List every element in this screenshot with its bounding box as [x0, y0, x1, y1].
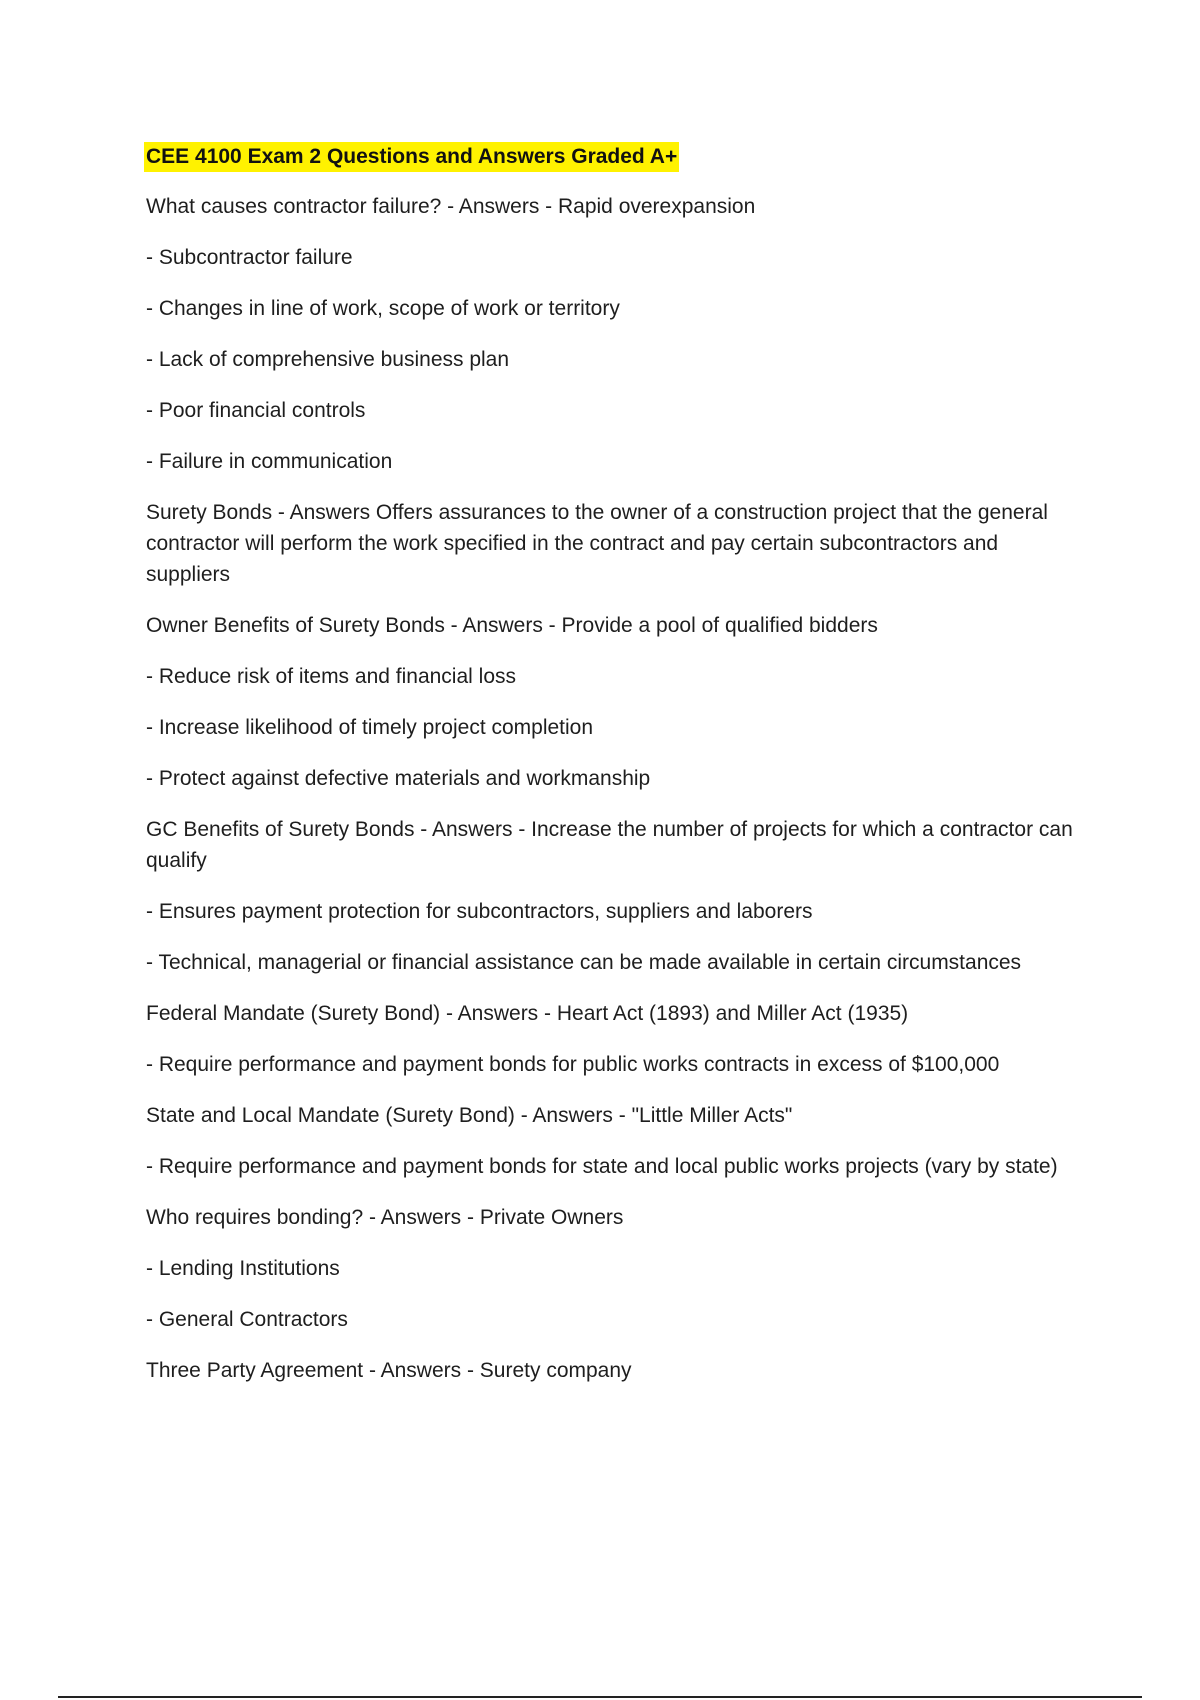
paragraph: What causes contractor failure? - Answers - Rapid overexpansion — [146, 195, 756, 218]
paragraph: - Technical, managerial or financial assistance can be made available in certain circumstances — [146, 951, 1022, 974]
footer-divider — [58, 1696, 1142, 1698]
document-title: CEE 4100 Exam 2 Questions and Answers Graded A+ — [144, 142, 679, 172]
paragraph: - Reduce risk of items and financial loss — [146, 665, 516, 688]
paragraph: Who requires bonding? - Answers - Private Owners — [146, 1206, 624, 1229]
paragraph: - Poor financial controls — [146, 399, 366, 422]
paragraph: - General Contractors — [146, 1308, 348, 1331]
paragraph: GC Benefits of Surety Bonds - Answers - Increase the number of projects for which a contractor can qualify — [146, 818, 1073, 872]
paragraph: Owner Benefits of Surety Bonds - Answers - Provide a pool of qualified bidders — [146, 614, 878, 637]
paragraph: - Lack of comprehensive business plan — [146, 348, 510, 371]
paragraph: - Ensures payment protection for subcontractors, suppliers and laborers — [146, 900, 813, 923]
paragraph: Three Party Agreement - Answers - Surety company — [146, 1359, 632, 1382]
paragraph: State and Local Mandate (Surety Bond) - Answers - "Little Miller Acts" — [146, 1104, 793, 1127]
paragraph: - Increase likelihood of timely project completion — [146, 716, 594, 739]
paragraph: - Require performance and payment bonds for public works contracts in excess of $100,000 — [146, 1053, 1000, 1076]
paragraph: - Subcontractor failure — [146, 246, 353, 269]
paragraph: Surety Bonds - Answers Offers assurances to the owner of a construction project that the general contractor will perform the work specified in the contract and pay certain subcontractors and suppliers — [146, 501, 1048, 586]
paragraph: - Failure in communication — [146, 450, 393, 473]
paragraph: - Protect against defective materials and workmanship — [146, 767, 651, 790]
paragraph: - Changes in line of work, scope of work or territory — [146, 297, 620, 320]
paragraph: - Lending Institutions — [146, 1257, 340, 1280]
paragraph: Federal Mandate (Surety Bond) - Answers - Heart Act (1893) and Miller Act (1935) — [146, 1002, 909, 1025]
document-body — [146, 142, 1086, 1406]
paragraph: - Require performance and payment bonds for state and local public works projects (vary by state) — [146, 1155, 1058, 1178]
